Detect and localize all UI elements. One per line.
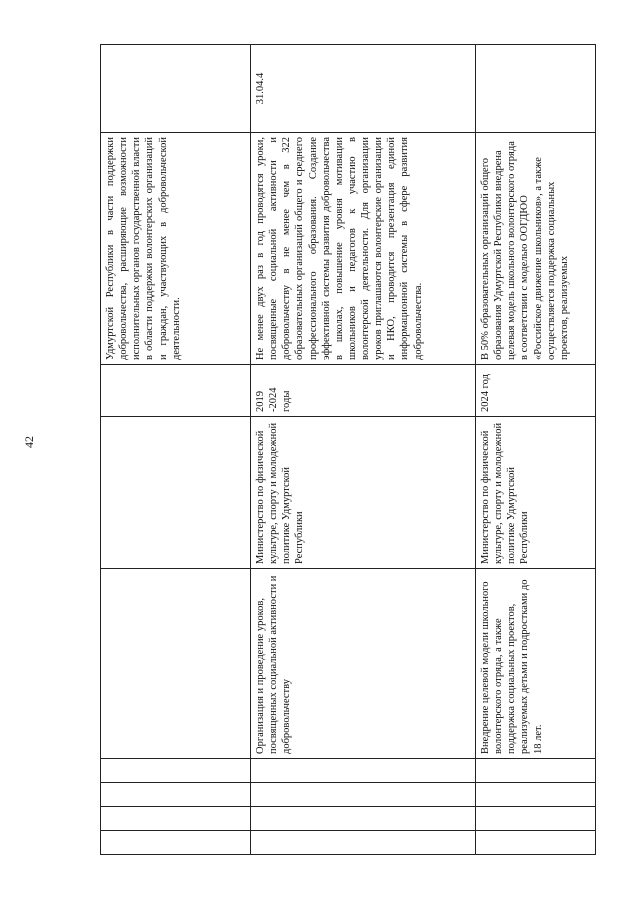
- responsible-cell: [101, 417, 251, 569]
- description-cell: В 50% образовательных организаций общего образования Удмуртской Республики внедрена целевая модель школьного волонтерского отряда в соответствии с моделью ООГДЮО «Российское движение школьников», а также осуществляется поддержка социальных проектов, реализуемых: [476, 133, 596, 365]
- table-cell: [251, 831, 476, 855]
- table-cell: [101, 831, 251, 855]
- event-cell: Внедрение целевой модели школьного волонтерского отряда, а также поддержка социальных проектов, реализуемых детьми и подростками до 18 лет.: [476, 569, 596, 759]
- deadline-cell: [101, 365, 251, 417]
- description-cell: Не менее двух раз в год проводятся уроки, посвященные социальной активности и добровольчеству в не менее чем в 322 образовательных организаций общего и среднего профессионального образования. Создание эффективной системы развития добровольчества в школах, повышение уровня мотивации школьников и педагогов к участию в волонтерской деятельности. Для организации уроков приглашаются волонтерские организации и НКО, проводится презентация единой информационной системы в сфере развития добровольчества.: [251, 133, 476, 365]
- table-cell: [101, 807, 251, 831]
- period-cell: 31.04.4: [251, 45, 476, 133]
- event-cell: [101, 569, 251, 759]
- responsible-cell: Министерство по физической культуре, спорту и молодежной политике Удмуртской Республики: [476, 417, 596, 569]
- table-cell: [251, 783, 476, 807]
- deadline-cell: 2024 год: [476, 365, 596, 417]
- table-cell: [476, 807, 596, 831]
- table-cell: [251, 759, 476, 783]
- table-row: [101, 45, 251, 855]
- table-row: [476, 45, 596, 855]
- table-cell: [476, 831, 596, 855]
- deadline-cell: 2019 -2024 годы: [251, 365, 476, 417]
- table-cell: [101, 759, 251, 783]
- period-cell: [476, 45, 596, 133]
- document-table: [100, 44, 596, 855]
- table-row: [251, 45, 476, 855]
- period-cell: [101, 45, 251, 133]
- table-cell: [251, 807, 476, 831]
- table-cell: [101, 783, 251, 807]
- rotated-table-wrapper: [100, 45, 570, 855]
- responsible-cell: Министерство по физической культуре, спорту и молодежной политике Удмуртской Республики: [251, 417, 476, 569]
- description-cell: Удмуртской Республики в части поддержки добровольчества, расширяющие возможности исполнительных органов государственной власти в области поддержки волонтерских организаций и граждан, участвующих в добровольческой деятельности.: [101, 133, 251, 365]
- event-cell: Организация и проведение уроков, посвященных социальной активности и добровольчеству: [251, 569, 476, 759]
- table-cell: [476, 759, 596, 783]
- table-cell: [476, 783, 596, 807]
- page-number: 42: [22, 436, 36, 448]
